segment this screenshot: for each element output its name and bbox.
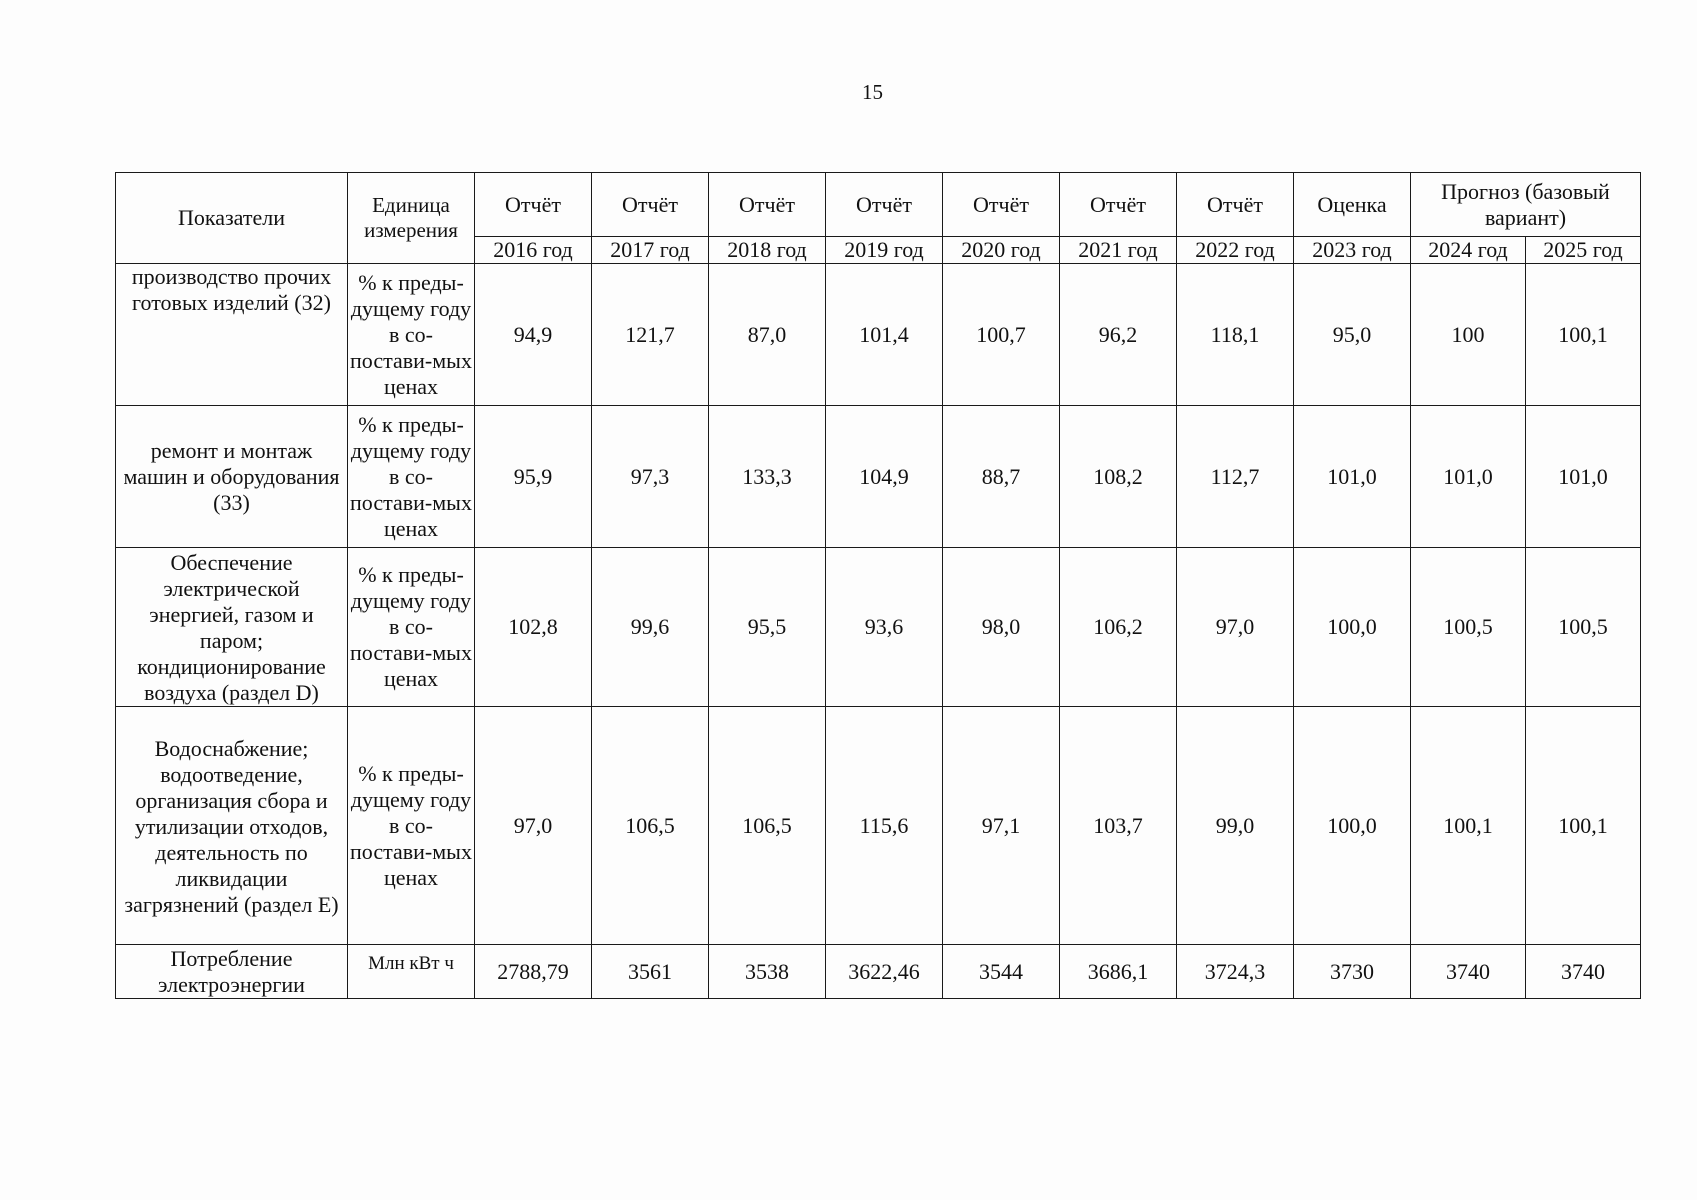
header-year: 2016 год xyxy=(475,237,592,264)
table-row xyxy=(116,707,1641,945)
value-cell: 97,0 xyxy=(475,707,592,945)
value-cell: 100,1 xyxy=(1526,264,1641,406)
value-cell: 3730 xyxy=(1294,945,1411,999)
value-cell: 112,7 xyxy=(1177,406,1294,548)
indicator-name: ремонт и монтаж машин и оборудования (33) xyxy=(116,406,348,548)
table-row xyxy=(116,264,1641,406)
value-cell: 3538 xyxy=(709,945,826,999)
value-cell: 87,0 xyxy=(709,264,826,406)
header-year: 2017 год xyxy=(592,237,709,264)
value-cell: 99,0 xyxy=(1177,707,1294,945)
value-cell: 3622,46 xyxy=(826,945,943,999)
value-cell: 98,0 xyxy=(943,548,1060,707)
value-cell: 100,5 xyxy=(1411,548,1526,707)
indicator-name: Обеспечение электрической энергией, газом и паром; кондиционирование воздуха (раздел D) xyxy=(116,548,348,707)
header-status: Отчёт xyxy=(943,173,1060,237)
value-cell: 121,7 xyxy=(592,264,709,406)
value-cell: 93,6 xyxy=(826,548,943,707)
indicator-name: производство прочих готовых изделий (32) xyxy=(116,264,348,406)
value-cell: 99,6 xyxy=(592,548,709,707)
value-cell: 100,0 xyxy=(1294,707,1411,945)
value-cell: 118,1 xyxy=(1177,264,1294,406)
value-cell: 106,5 xyxy=(709,707,826,945)
value-cell: 3544 xyxy=(943,945,1060,999)
value-cell: 101,4 xyxy=(826,264,943,406)
value-cell: 2788,79 xyxy=(475,945,592,999)
header-status: Отчёт xyxy=(1177,173,1294,237)
value-cell: 100 xyxy=(1411,264,1526,406)
header-status: Отчёт xyxy=(1060,173,1177,237)
header-year: 2021 год xyxy=(1060,237,1177,264)
value-cell: 108,2 xyxy=(1060,406,1177,548)
value-cell: 3740 xyxy=(1526,945,1641,999)
value-cell: 3561 xyxy=(592,945,709,999)
value-cell: 103,7 xyxy=(1060,707,1177,945)
table-row xyxy=(116,945,1641,999)
value-cell: 104,9 xyxy=(826,406,943,548)
header-forecast: Прогноз (базовый вариант) xyxy=(1411,173,1641,237)
value-cell: 97,0 xyxy=(1177,548,1294,707)
value-cell: 106,2 xyxy=(1060,548,1177,707)
header-status: Отчёт xyxy=(709,173,826,237)
value-cell: 95,9 xyxy=(475,406,592,548)
value-cell: 88,7 xyxy=(943,406,1060,548)
unit-cell: % к преды-дущему году в со-постави-мых ценах xyxy=(348,264,475,406)
value-cell: 95,0 xyxy=(1294,264,1411,406)
header-year: 2025 год xyxy=(1526,237,1641,264)
header-year: 2019 год xyxy=(826,237,943,264)
value-cell: 100,0 xyxy=(1294,548,1411,707)
value-cell: 102,8 xyxy=(475,548,592,707)
header-year: 2020 год xyxy=(943,237,1060,264)
value-cell: 97,3 xyxy=(592,406,709,548)
value-cell: 101,0 xyxy=(1526,406,1641,548)
header-status: Отчёт xyxy=(592,173,709,237)
value-cell: 101,0 xyxy=(1294,406,1411,548)
unit-cell: % к преды-дущему году в со-постави-мых ценах xyxy=(348,707,475,945)
value-cell: 133,3 xyxy=(709,406,826,548)
value-cell: 97,1 xyxy=(943,707,1060,945)
value-cell: 106,5 xyxy=(592,707,709,945)
table-row xyxy=(116,548,1641,707)
value-cell: 3724,3 xyxy=(1177,945,1294,999)
indicator-name: Водоснабжение; водоотведение, организация сбора и утилизации отходов, деятельность по ликвидации загрязнений (раздел Е) xyxy=(116,707,348,945)
unit-cell: % к преды-дущему году в со-постави-мых ценах xyxy=(348,406,475,548)
header-year: 2024 год xyxy=(1411,237,1526,264)
header-year: 2018 год xyxy=(709,237,826,264)
value-cell: 95,5 xyxy=(709,548,826,707)
header-status: Отчёт xyxy=(826,173,943,237)
header-unit: Единица измерения xyxy=(348,173,475,264)
value-cell: 100,5 xyxy=(1526,548,1641,707)
table-row xyxy=(116,406,1641,548)
header-year: 2023 год xyxy=(1294,237,1411,264)
value-cell: 100,1 xyxy=(1411,707,1526,945)
value-cell: 3686,1 xyxy=(1060,945,1177,999)
value-cell: 101,0 xyxy=(1411,406,1526,548)
header-year: 2022 год xyxy=(1177,237,1294,264)
forecast-indicators-table xyxy=(115,172,1641,999)
unit-cell: Млн кВт ч xyxy=(348,945,475,999)
value-cell: 100,7 xyxy=(943,264,1060,406)
indicator-name: Потребление электроэнергии xyxy=(116,945,348,999)
value-cell: 94,9 xyxy=(475,264,592,406)
unit-cell: % к преды-дущему году в со-постави-мых ценах xyxy=(348,548,475,707)
header-status: Отчёт xyxy=(475,173,592,237)
value-cell: 96,2 xyxy=(1060,264,1177,406)
header-indicator: Показатели xyxy=(116,173,348,264)
value-cell: 115,6 xyxy=(826,707,943,945)
page-number: 15 xyxy=(862,80,883,104)
header-status: Оценка xyxy=(1294,173,1411,237)
value-cell: 100,1 xyxy=(1526,707,1641,945)
value-cell: 3740 xyxy=(1411,945,1526,999)
